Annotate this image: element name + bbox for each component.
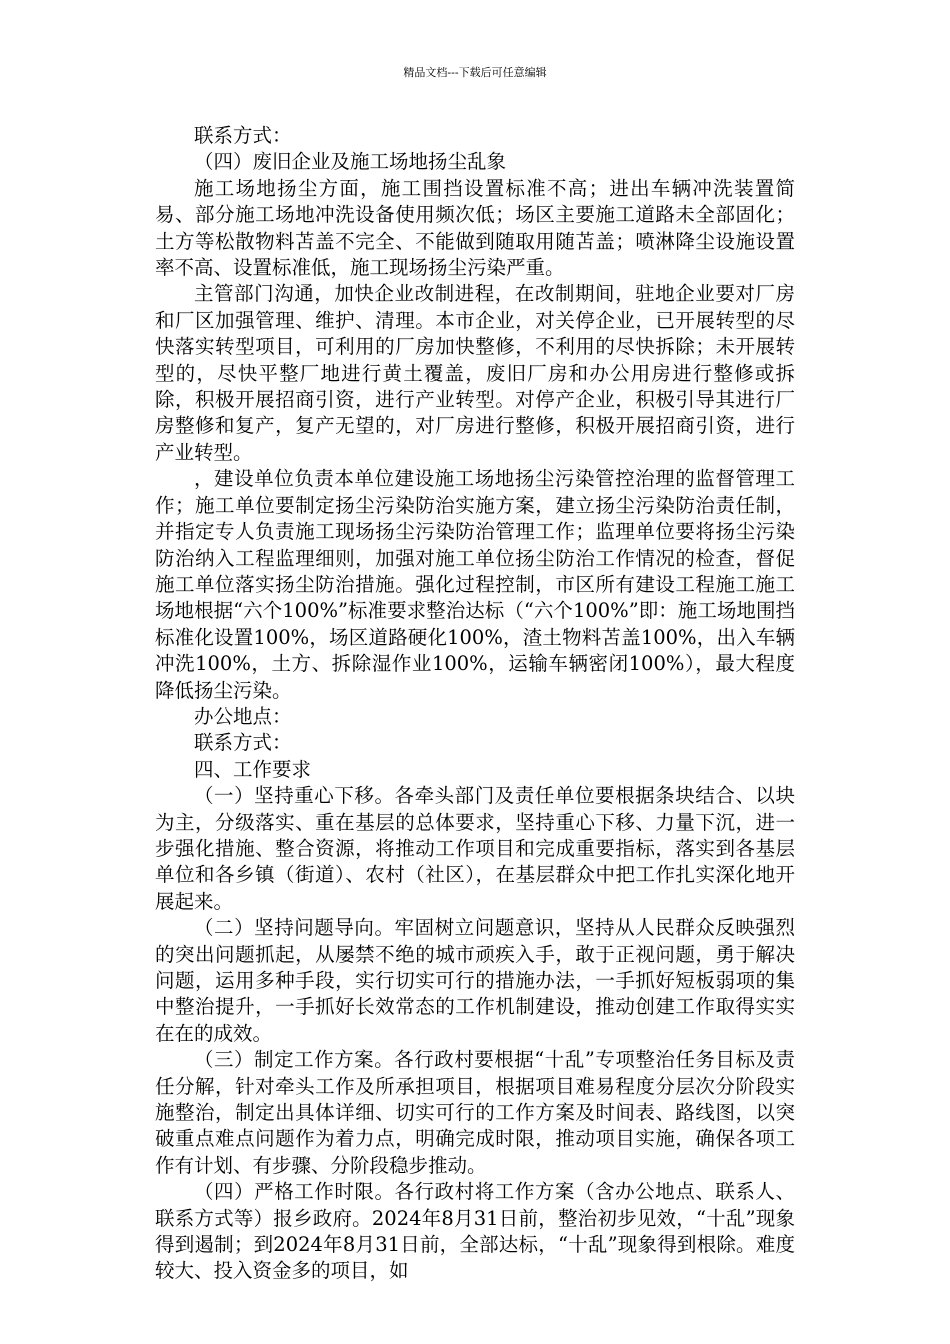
page-header: 精品文档---下载后可任意编辑 [403,66,547,79]
paragraph-contact-2: 联系方式： [194,731,292,755]
paragraph-dust-issues: 施工场地扬尘方面，施工围挡设置标准不高；进出车辆冲洗装置简易、部分施工场地冲洗设备使用频次低；场区主要施工道路未全部固化；土方等松散物料苫盖不完全、不能做到随取用随苫盖；喷淋降尘设施设置率不高、设置标准低，施工现场扬尘污染严重。 [155,176,795,280]
paragraph-requirement-1: （一）坚持重心下移。各牵头部门及责任单位要根据条块结合、以块为主，分级落实、重在基层的总体要求，坚持重心下移、力量下沉，进一步强化措施、整合资源，将推动工作项目和完成重要指标，落实到各基层单位和各乡镇（街道）、农村（社区），在基层群众中把工作扎实深化地开展起来。 [155,784,795,913]
paragraph-requirement-2: （二）坚持问题导向。牢固树立问题意识，坚持从人民群众反映强烈的突出问题抓起，从屡禁不绝的城市顽疾入手，敢于正视问题，勇于解决问题，运用多种手段，实行切实可行的措施办法，一手抓好短板弱项的集中整治提升，一手抓好长效常态的工作机制建设，推动创建工作取得实实在在的成效。 [155,916,795,1045]
paragraph-office-location: 办公地点： [194,704,292,728]
paragraph-contact-1: 联系方式： [194,124,292,147]
document-body [155,123,795,1285]
paragraph-section-heading-4: （四）废旧企业及施工场地扬尘乱象 [194,150,507,174]
paragraph-work-requirements-heading: 四、工作要求 [194,757,312,781]
paragraph-requirement-4: （四）严格工作时限。各行政村将工作方案（含办公地点、联系人、联系方式等）报乡政府。2024年8月31日前，整治初步见效，“十乱”现象得到遏制；到2024年8月31日前，全部达标，“十乱”现象得到根除。难度较大、投入资金多的项目，如 [155,1180,795,1283]
paragraph-construction-responsibility: ，建设单位负责本单位建设施工场地扬尘污染管控治理的监督管理工作；施工单位要制定扬尘污染防治实施方案，建立扬尘污染防治责任制，并指定专人负责施工现场扬尘污染防治管理工作；监理单位要将扬尘污染防治纳入工程监理细则，加强对施工单位扬尘防治工作情况的检查，督促施工单位落实扬尘防治措施。强化过程控制，市区所有建设工程施工施工场地根据“六个100%”标准要求整治达标（“六个100%”即：施工场地围挡标准化设置100%，场区道路硬化100%，渣土物料苫盖100%，出入车辆冲洗100%，土方、拆除湿作业100%，运输车辆密闭100%），最大程度降低扬尘污染。 [155,467,795,702]
paragraph-requirement-3: （三）制定工作方案。各行政村要根据“十乱”专项整治任务目标及责任分解，针对牵头工作及所承担项目，根据项目难易程度分层次分阶段实施整治，制定出具体详细、切实可行的工作方案及时间表、路线图，以突破重点难点问题作为着力点，明确完成时限，推动项目实施，确保各项工作有计划、有步骤、分阶段稳步推动。 [155,1048,795,1177]
paragraph-enterprise-management: 主管部门沟通，加快企业改制进程，在改制期间，驻地企业要对厂房和厂区加强管理、维护、清理。本市企业，对关停企业，已开展转型的尽快落实转型项目，可利用的厂房加快整修，不利用的尽快拆除；未开展转型的，尽快平整厂地进行黄土覆盖，废旧厂房和办公用房进行整修或拆除，积极开展招商引资，进行产业转型。对停产企业，积极引导其进行厂房整修和复产，复产无望的，对厂房进行整修，积极开展招商引资，进行产业转型。 [155,282,795,464]
